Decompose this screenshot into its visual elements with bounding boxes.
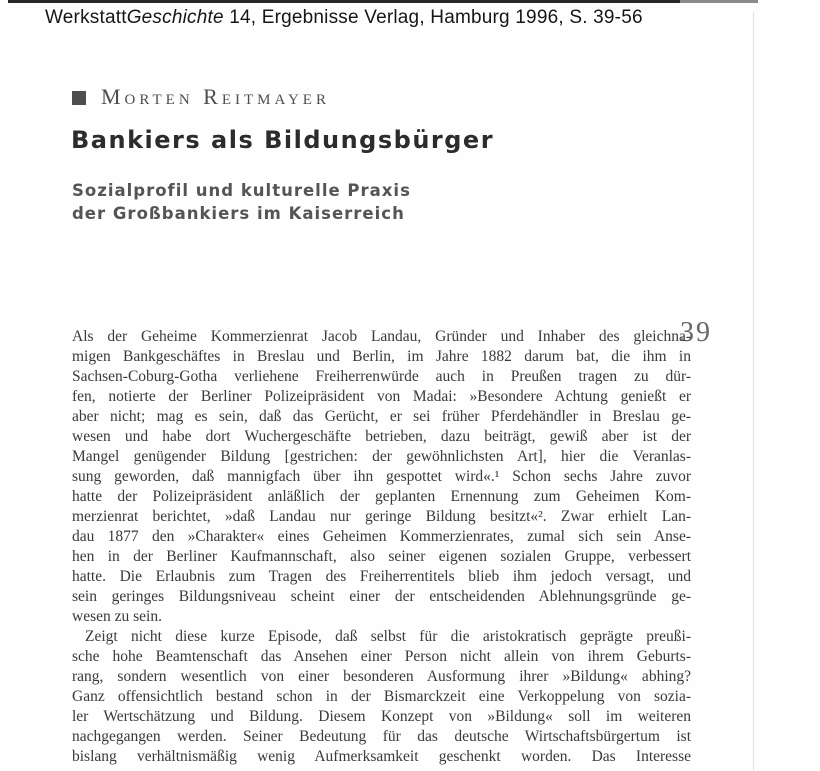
body-line: Sachsen-Coburg-Gotha verliehene Freiherrenwürde auch in Preußen tragen zu dür- [72,368,691,385]
article-subtitle-line1: Sozialprofil und kulturelle Praxis [72,181,411,200]
square-bullet-icon [72,91,86,105]
body-line: sein geringes Bildungsniveau scheint einer der entscheidenden Ablehnungsgründe ge- [72,588,691,605]
scan-page-edge-line [753,12,754,771]
body-line: Mangel genügender Bildung [gestrichen: der gewöhnlichsten Art], hier die Veranlas- [72,448,691,465]
article-body [72,327,691,767]
body-line: wesen zu sein. [72,608,162,625]
scan-top-edge-artifact [8,0,680,3]
body-line: sche hohe Beamtenschaft das Ansehen einer Person nicht allein von ihrem Geburts- [72,648,691,665]
body-line: hen in der Berliner Kaufmannschaft, also seiner eigenen sozialen Gruppe, verbessert [72,548,691,565]
body-line: hatte. Die Erlaubnis zum Tragen des Freiherrentitels blieb ihm jedoch versagt, und [72,568,691,585]
author-row [72,84,330,110]
body-line: merzienrat berichtet, »daß Landau nur geringe Bildung besitzt«². Zwar erhielt Lan- [72,508,691,525]
article-subtitle [72,179,411,225]
page-number: 39 [680,317,712,348]
body-line: migen Bankgeschäftes in Breslau und Berlin, im Jahre 1882 darum bat, die ihm in [72,348,691,365]
body-line: sung geworden, daß mannigfach über ihn gespottet wird«.¹ Schon sechs Jahre zuvor [72,468,691,485]
citation-journal-name-italic: Geschichte [126,7,224,28]
article-subtitle-line2: der Großbankiers im Kaiserreich [72,204,405,223]
body-line: fen, notierte der Berliner Polizeipräsident von Madai: »Besondere Achtung genießt er [72,388,691,405]
body-line: aber nicht; mag es sein, daß das Gerücht, er sei früher Pferdehändler in Breslau ge- [72,408,691,425]
body-line: ler Wertschätzung und Bildung. Diesem Konzept von »Bildung« soll im weiteren [72,708,691,725]
author-name: Morten Reitmayer [101,84,330,109]
body-line: Zeigt nicht diese kurze Episode, daß selbst für die aristokratisch geprägte preußi- [85,628,691,645]
article-title: Bankiers als Bildungsbürger [71,126,495,154]
body-line: rang, sondern wesentlich von einer besonderen Ausformung ihrer »Bildung« abhing? [72,668,691,685]
citation-journal-name: Werkstatt [45,7,127,28]
body-line: nachgegangen werden. Seiner Bedeutung für das deutsche Wirtschaftsbürgertum ist [72,728,691,745]
body-line: wesen und habe dort Wuchergeschäfte betrieben, dazu beiträgt, gewiß aber ist der [72,428,691,445]
citation-header [45,7,643,29]
body-line: dau 1877 den »Charakter« eines Geheimen Kommerzienrates, zumal sich sein Anse- [72,528,691,545]
scan-top-edge-artifact-tail [680,0,758,3]
body-line: Ganz offensichtlich bestand schon in der Bismarckzeit eine Verkoppelung von sozia- [72,688,691,705]
body-line: hatte der Polizeipräsident anläßlich der geplanten Ernennung zum Geheimen Kom- [72,488,691,505]
body-line: Als der Geheime Kommerzienrat Jacob Landau, Gründer und Inhaber des gleichna- [72,328,691,345]
citation-issue-info: 14, Ergebnisse Verlag, Hamburg 1996, S. 39-56 [223,7,643,28]
body-line: bislang verhältnismäßig wenig Aufmerksamkeit geschenkt worden. Das Interesse [72,748,691,765]
